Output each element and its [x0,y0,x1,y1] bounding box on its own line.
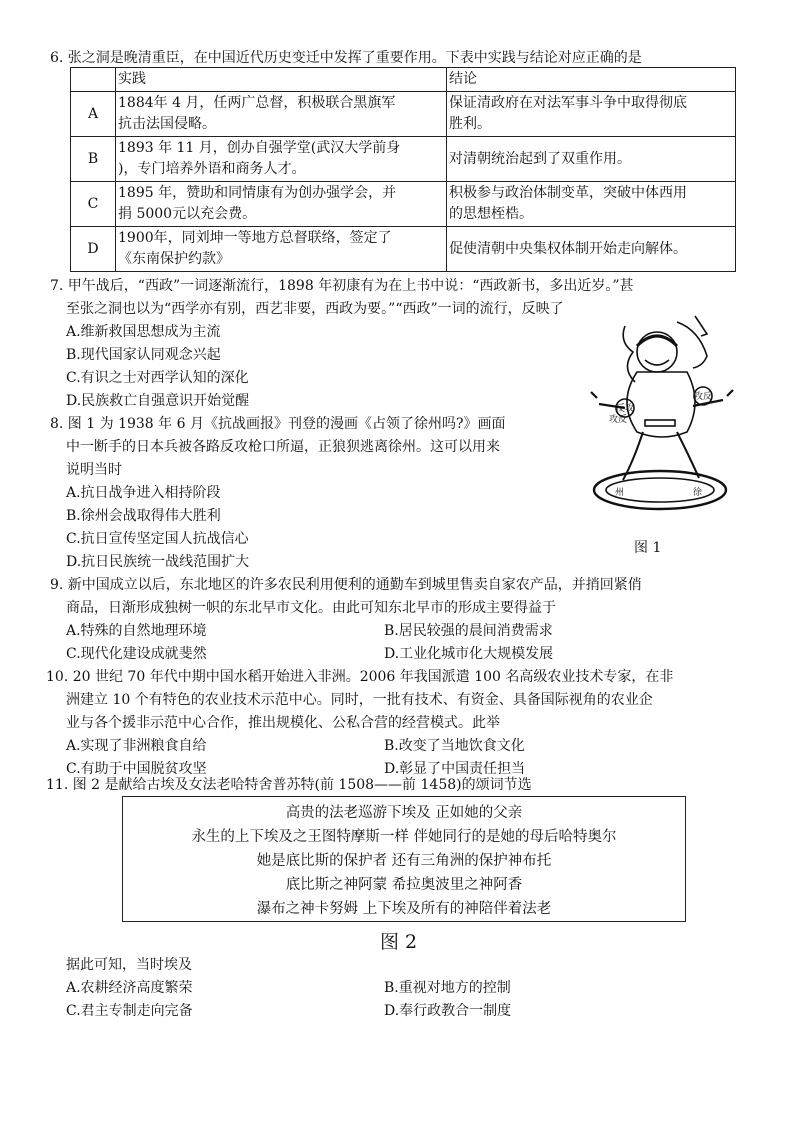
q9-option: D.工业化城市化大规模发展 [384,646,554,662]
q11-option: D.奉行政教合一制度 [384,1003,512,1019]
conclusion-line: 积极参与政治体制变革，突破中体西用 [449,185,687,201]
q7-option: A.维新救国思想成为主流 [66,324,221,340]
poem-line: 她是底比斯的保护者 还有三角洲的保护神布托 [256,853,552,869]
practice-line: 1893 年 11 月，创办自强学堂(武汉大学前身 [118,140,401,156]
poem-box [122,796,686,922]
figure-label: 攻反 [694,392,713,402]
poem-line: 永生的上下埃及之王图特摩斯一样 伴她同行的是她的母后哈特奥尔 [191,829,617,845]
q10-line: 洲建立 10 个有特色的农业技术示范中心。同时，一批有技术、有资金、具备国际视角的农业企 [66,692,653,708]
figure-1-caption: 图 1 [634,540,662,556]
header-practice: 实践 [116,68,447,92]
q7-line: 至张之洞也以为“西学亦有别，西艺非要，西政为要。”“西政”一词的流行，反映了 [66,301,564,317]
header-conclusion: 结论 [447,68,736,92]
q7-line: 7. 甲午战后，“西政”一词逐渐流行，1898 年初康有为在上书中说：“西政新书，多出近岁。”甚 [50,278,634,294]
practice-line: 《东南保护约款》 [118,251,230,267]
table-row [71,182,736,227]
practice-line: )，专门培养外语和商务人才。 [118,161,306,177]
q9-option: B.居民较强的晨间消费需求 [384,623,553,639]
figure-label: 攻反 [609,415,628,425]
figure-label: 反攻 [616,404,635,414]
row-label: C [71,182,116,227]
table-corner [71,68,116,92]
q8-line: 说明当时 [66,462,122,478]
q10-line: 10. 20 世纪 70 年代中期中国水稻开始进入非洲。2006 年我国派遣 100 名高级农业技术专家，在非 [46,669,674,685]
practice-line: 抗击法国侵略。 [118,116,216,132]
row-label: A [71,92,116,137]
cartoon-figure [585,312,735,512]
q8-line: 8. 图 1 为 1938 年 6 月《抗战画报》刊登的漫画《占领了徐州吗?》画面 [50,416,506,432]
q11-question: 据此可知，当时埃及 [66,957,192,973]
q10-line: 业与各个援非示范中心合作，推出规模化、公私合营的经营模式。此举 [66,715,500,731]
q9-option: C.现代化建设成就斐然 [66,646,207,662]
soldier-torso [627,372,695,437]
figure-label: 徐 [693,488,703,498]
q8-option: D.抗日民族统一战线范围扩大 [66,554,250,570]
practice-line: 1884年 4 月，任两广总督，积极联合黑旗军 [118,95,396,111]
figure-label: 州 [615,488,625,498]
poem-line: 瀑布之神卡努姆 上下埃及所有的神陪伴着法老 [256,901,552,917]
raised-arm [677,322,707,368]
q11-option: C.君主专制走向完备 [66,1003,193,1019]
q7-option: D.民族救亡自强意识开始觉醒 [66,393,250,409]
poem-line: 高贵的法老巡游下埃及 正如她的父亲 [285,805,523,821]
table-row [71,92,736,137]
q8-option: C.抗日宣传坚定国人抗战信心 [66,531,249,547]
conclusion-line: 胜利。 [449,116,491,132]
q6-stem: 6. 张之洞是晚清重臣，在中国近代历史变迁中发挥了重要作用。下表中实践与结论对应正确的是 [50,50,642,66]
table-row [71,137,736,182]
q10-option: B.改变了当地饮食文化 [384,738,525,754]
conclusion-line: 促使清朝中央集权体制开始走向解体。 [449,240,687,257]
q11-option: A.农耕经济高度繁荣 [66,980,193,996]
q7-option: C.有识之士对西学认知的深化 [66,370,249,386]
q7-option: B.现代国家认同观念兴起 [66,347,221,363]
row-label: B [71,137,116,182]
q10-option: D.彰显了中国责任担当 [384,761,526,777]
track-ring [594,471,726,509]
q6-table [70,67,736,272]
soldier-head [637,332,677,372]
q8-line: 中一断手的日本兵被各路反攻枪口所逼，正狼狈逃离徐州。这可以用来 [66,439,500,455]
row-label: D [71,227,116,272]
q9-line: 商品，日渐形成独树一帜的东北早市文化。由此可知东北早市的形成主要得益于 [66,600,556,616]
arm-stump [623,326,635,382]
q11-stem: 11. 图 2 是献给古埃及女法老哈特舍普苏特(前 1508——前 1458)的颂词节选 [46,777,532,793]
conclusion-line: 的思想桎梏。 [449,206,533,222]
q9-option: A.特殊的自然地理环境 [66,623,207,639]
q8-option: B.徐州会战取得伟大胜利 [66,508,221,524]
q8-option: A.抗日战争进入相持阶段 [66,485,221,501]
practice-line: 1900年，同刘坤一等地方总督联络，签定了 [118,230,392,246]
poem-line: 底比斯之神阿蒙 希拉奥波里之神阿香 [285,877,523,893]
q11-option: B.重视对地方的控制 [384,980,511,996]
practice-line: 捐 5000元以充会费。 [118,206,257,222]
q10-option: C.有助于中国脱贫攻坚 [66,761,207,777]
conclusion-line: 对清朝统治起到了双重作用。 [449,150,631,167]
table-row [71,227,736,272]
figure-2-caption: 图 2 [380,931,418,953]
q9-line: 9. 新中国成立以后，东北地区的许多农民利用便利的通勤车到城里售卖自家农产品，并捎回紧俏 [50,577,642,593]
practice-line: 1895 年，赞助和同情康有为创办强学会，并 [118,185,397,201]
q10-option: A.实现了非洲粮食自给 [66,738,207,754]
conclusion-line: 保证清政府在对法军事斗争中取得彻底 [449,95,687,111]
